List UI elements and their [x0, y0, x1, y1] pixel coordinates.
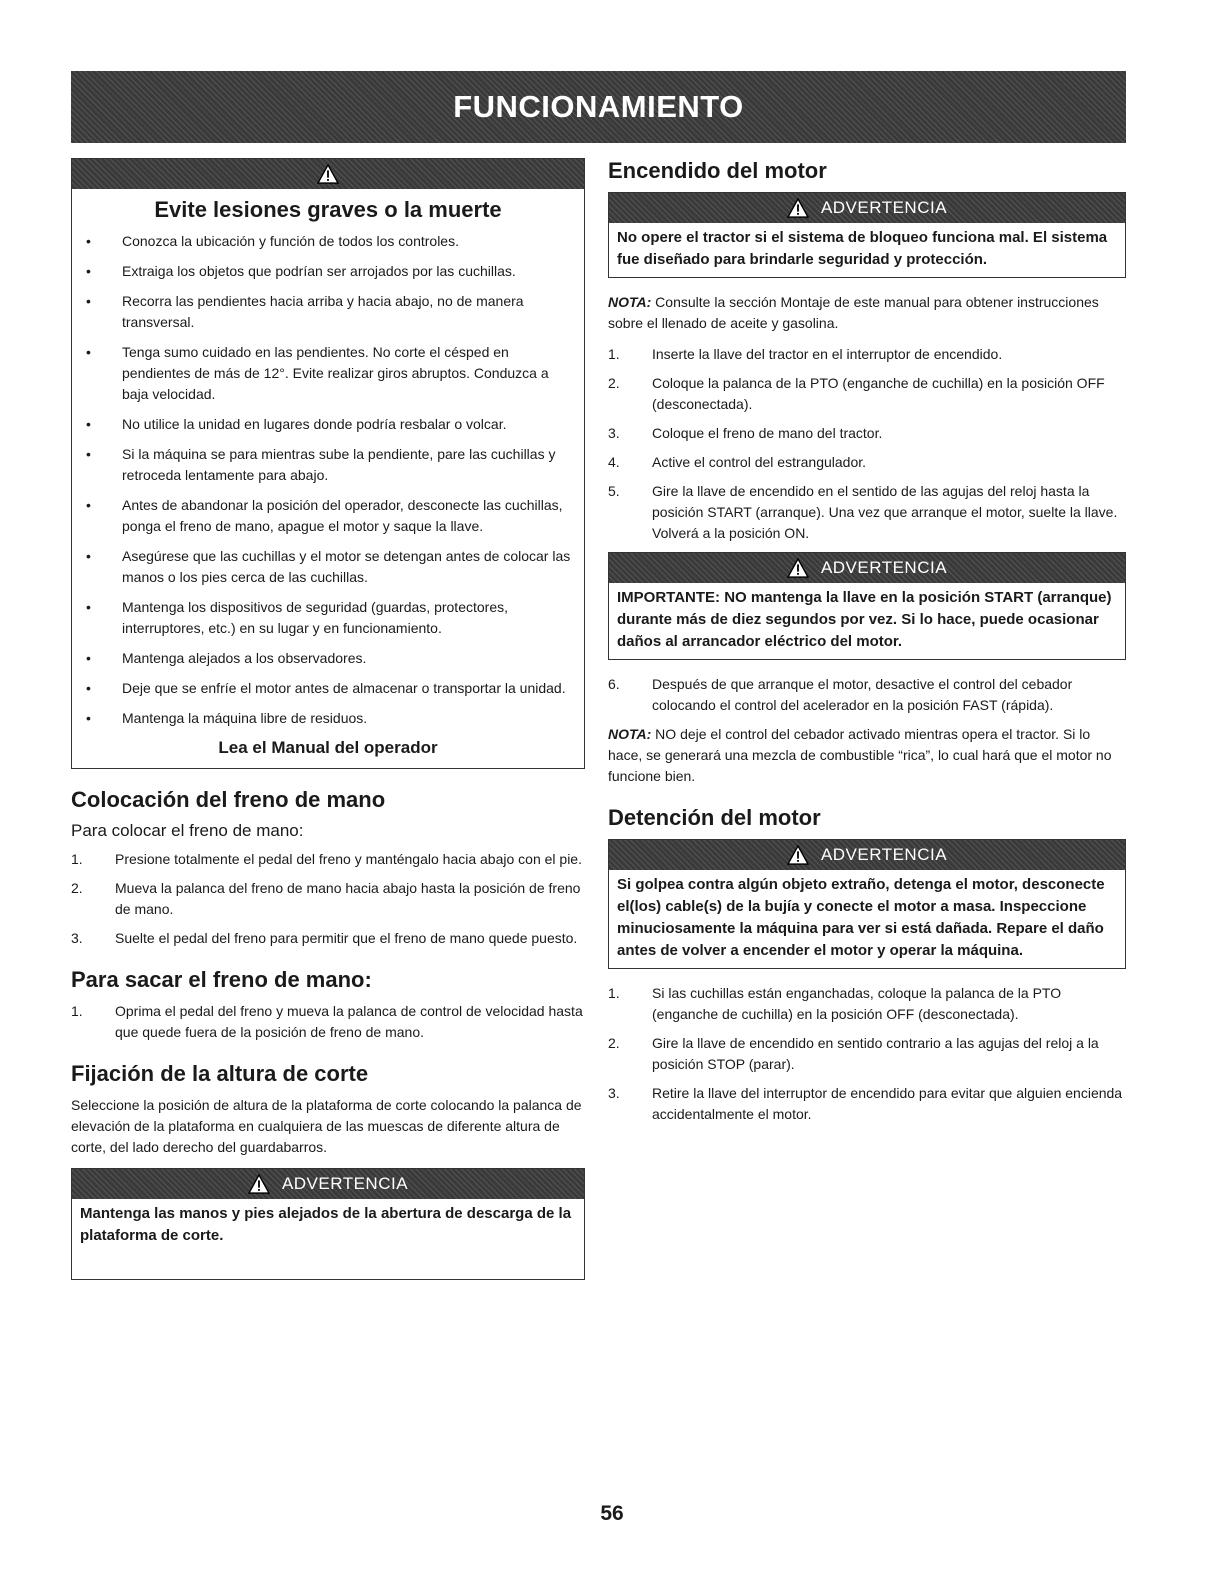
heading-encendido: Encendido del motor [608, 158, 827, 183]
safety-header [72, 159, 584, 189]
warning-triangle-icon [787, 558, 809, 578]
step-item: 1. Inserte la llave del tractor en el interruptor de encendido. [608, 346, 1003, 362]
safety-item: • Tenga sumo cuidado en las pendientes. No corte el césped en pendientes de más de 12°. Evite realizar giros abruptos. Conduzca a baja velocidad. [86, 344, 549, 402]
step-item: 5. Gire la llave de encendido en el sentido de las agujas del reloj hasta la posición START (arranque). Una vez que arranque el motor, suelte la llave. Volverá a la posición ON. [608, 483, 1118, 541]
step-item: 1. Si las cuchillas están enganchadas, coloque la palanca de la PTO (enganche de cuchilla) en la posición OFF (desconectada). [608, 985, 1062, 1022]
warning-header [609, 840, 1125, 870]
step-item: 3. Suelte el pedal del freno para permitir que el freno de mano quede puesto. [71, 930, 578, 946]
nota-paragraph [608, 724, 1126, 787]
safety-item: • Si la máquina se para mientras sube la pendiente, pare las cuchillas y retroceda lentamente para abajo. [86, 446, 556, 483]
warning-label: ADVERTENCIA [820, 845, 948, 864]
warning-text: IMPORTANTE: NO mantenga la llave en la posición START (arranque) durante más de diez segundos por vez. Si lo hace, puede ocasionar daños al arrancador eléctrico del motor. [617, 589, 1112, 650]
step-item: 2. Gire la llave de encendido en sentido contrario a las agujas del reloj a la posición STOP (parar). [608, 1035, 1099, 1072]
warning-label: ADVERTENCIA [820, 558, 948, 577]
sacar-steps [71, 1001, 585, 1043]
freno-steps [71, 849, 585, 949]
warning-triangle-icon [248, 1174, 270, 1194]
safety-item: • No utilice la unidad en lugares donde podría resbalar o volcar. [86, 416, 507, 432]
step-item: 3. Coloque el freno de mano del tractor. [608, 425, 883, 441]
safety-item: • Antes de abandonar la posición del operador, desconecte las cuchillas, ponga el freno de mano, apague el motor y saque la llave. [86, 497, 563, 534]
safety-footer: Lea el Manual del operador [218, 738, 438, 757]
step-item: 3. Retire la llave del interruptor de encendido para evitar que alguien encienda accidentalmente el motor. [608, 1085, 1123, 1122]
page-number: 56 [600, 1502, 624, 1525]
encendido-steps [608, 344, 1126, 544]
warning-box [608, 839, 1126, 969]
subheading-freno: Para colocar el freno de mano: [71, 821, 304, 840]
safety-item: • Mantenga los dispositivos de seguridad (guardas, protectores, interruptores, etc.) en su lugar y en funcionamiento. [86, 599, 508, 636]
safety-box [71, 158, 585, 769]
safety-item: • Mantenga la máquina libre de residuos. [86, 710, 368, 726]
step-item: 1. Oprima el pedal del freno y mueva la palanca de control de velocidad hasta que quede fuera de la posición de freno de mano. [71, 1003, 583, 1040]
safety-title: Evite lesiones graves o la muerte [154, 197, 502, 222]
step-item: 6. Después de que arranque el motor, desactive el control del cebador colocando el control del acelerador en la posición FAST (rápida). [608, 676, 1073, 713]
safety-item: • Recorra las pendientes hacia arriba y hacia abajo, no de manera transversal. [86, 293, 524, 330]
nota-paragraph [608, 292, 1126, 334]
encendido-step-6 [608, 674, 1126, 716]
nota-text: NO deje el control del cebador activado mientras opera el tractor. Si lo hace, se generará una mezcla de combustible “rica”, lo cual hará que el motor no funcione bien. [608, 726, 1112, 784]
altura-body: Seleccione la posición de altura de la plataforma de corte colocando la palanca de elevación de la plataforma en cualquiera de las muescas de diferente altura de corte, del lado derecho del guardabarros. [71, 1097, 582, 1155]
warning-triangle-icon [317, 164, 339, 184]
safety-list [72, 231, 584, 729]
heading-altura: Fijación de la altura de corte [71, 1061, 369, 1086]
warning-text: Si golpea contra algún objeto extraño, detenga el motor, desconecte el(los) cable(s) de la bujía y conecte el motor a masa. Inspeccione minuciosamente la máquina para ver si está dañada. Repare el daño antes de volver a encender el motor y operar la máquina. [617, 876, 1105, 959]
warning-text: Mantenga las manos y pies alejados de la abertura de descarga de la plataforma de corte. [80, 1205, 572, 1244]
warning-box [608, 192, 1126, 278]
heading-detencion: Detención del motor [608, 805, 821, 830]
step-item: 2. Coloque la palanca de la PTO (enganche de cuchilla) en la posición OFF (desconectada). [608, 375, 1105, 412]
nota-text: Consulte la sección Montaje de este manual para obtener instrucciones sobre el llenado de aceite y gasolina. [608, 294, 1099, 331]
warning-triangle-icon [787, 198, 809, 218]
banner-title: FUNCIONAMIENTO [453, 89, 744, 124]
heading-freno: Colocación del freno de mano [71, 787, 386, 812]
warning-box [608, 552, 1126, 660]
safety-item: • Mantenga alejados a los observadores. [86, 650, 367, 666]
safety-item: • Deje que se enfríe el motor antes de almacenar o transportar la unidad. [86, 680, 566, 696]
warning-triangle-icon [787, 845, 809, 865]
warning-label: ADVERTENCIA [820, 198, 948, 217]
step-item: 1. Presione totalmente el pedal del freno y manténgalo hacia abajo con el pie. [71, 851, 582, 867]
nota-label: NOTA: [608, 726, 652, 742]
warning-header [609, 193, 1125, 223]
left-column [71, 158, 585, 1294]
nota-label: NOTA: [608, 294, 652, 310]
right-column [608, 158, 1126, 1133]
warning-header [72, 1169, 584, 1199]
safety-item: • Extraiga los objetos que podrían ser arrojados por las cuchillas. [86, 263, 516, 279]
step-item: 4. Active el control del estrangulador. [608, 454, 867, 470]
warning-box [71, 1168, 585, 1280]
detencion-steps [608, 983, 1126, 1125]
warning-label: ADVERTENCIA [281, 1174, 409, 1193]
section-banner [71, 71, 1126, 143]
step-item: 2. Mueva la palanca del freno de mano hacia abajo hasta la posición de freno de mano. [71, 880, 581, 917]
heading-sacar: Para sacar el freno de mano: [71, 967, 372, 992]
safety-item: • Conozca la ubicación y función de todos los controles. [86, 233, 459, 249]
warning-header [609, 553, 1125, 583]
warning-text: No opere el tractor si el sistema de bloqueo funciona mal. El sistema fue diseñado para brindarle seguridad y protección. [617, 229, 1108, 268]
safety-item: • Asegúrese que las cuchillas y el motor se detengan antes de colocar las manos o los pies cerca de las cuchillas. [86, 548, 571, 585]
